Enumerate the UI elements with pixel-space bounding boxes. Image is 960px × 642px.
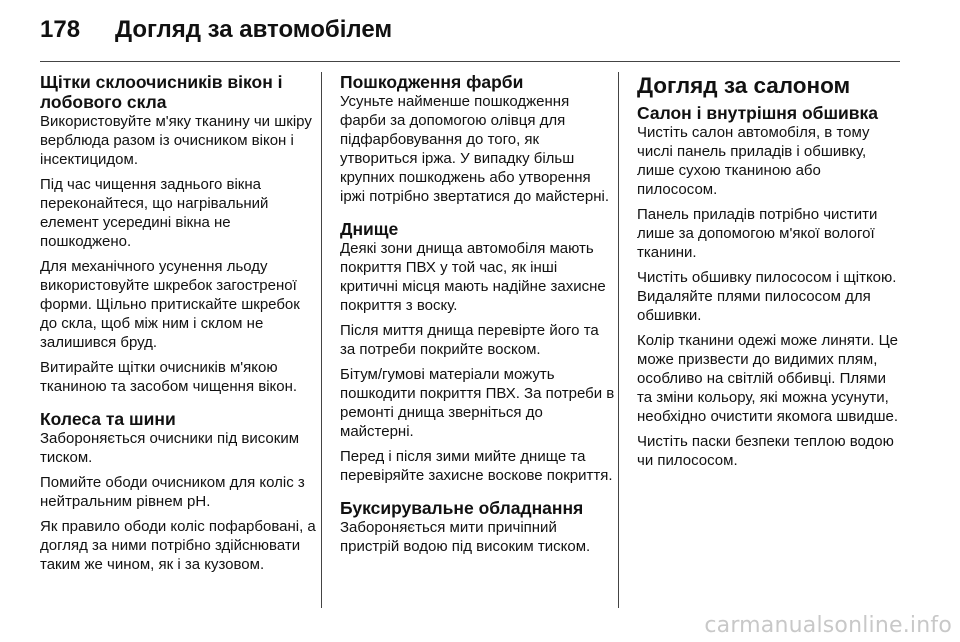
section-heading: Буксирувальне обладнання (340, 498, 584, 518)
paragraph: Колір тканини одежі може линяти. Це може призвести до видимих плям, особливо на світлій оббивці. Плями та зміни кольору, які можна усунути, необхідно очистити якомога швидше. (637, 332, 899, 425)
section-heading: Колеса та шини (40, 409, 176, 429)
section-wipers (40, 72, 316, 396)
paragraph: Забороняється мити причіпний пристрій водою під високим тиском. (340, 519, 591, 555)
section-wheels-tires (40, 409, 316, 574)
paragraph: Витирайте щітки очисників м'якою тканиною та засобом чищення вікон. (40, 359, 298, 395)
paragraph: Як правило ободи коліс пофарбовані, а догляд за ними потрібно здійснювати таким же чином, як і за кузовом. (40, 518, 316, 573)
paragraph: Помийте ободи очисником для коліс з нейтральним рівнем pH. (40, 474, 305, 510)
page-title: Догляд за автомобілем (115, 16, 393, 43)
paragraph: Чистіть обшивку пилососом і щіткою. Видаляйте плями пилососом для обшивки. (637, 269, 897, 324)
paragraph: Під час чищення заднього вікна переконайтеся, що нагрівальний елемент усередині вікна не пошкоджено. (40, 176, 269, 250)
page-number: 178 (40, 16, 81, 43)
paragraph: Перед і після зими мийте днище та перевіряйте захисне воскове покриття. (340, 448, 613, 484)
header-rule (40, 61, 900, 62)
paragraph: Бітум/гумові матеріали можуть пошкодити покриття ПВХ. За потреби в ремонті днища зверніться до майстерні. (340, 366, 615, 440)
paragraph: Для механічного усунення льоду використовуйте шкребок загостреної форми. Щільно притискайте шкребок до скла, щоб між ним і склом не залишився бруд. (40, 258, 300, 351)
paragraph: Чистіть салон автомобіля, в тому числі панель приладів і обшивку, лише сухою тканиною або пилососом. (637, 124, 870, 198)
watermark: carmanualsonline.info (704, 613, 952, 638)
column-2 (340, 72, 616, 562)
paragraph: Забороняється очисники під високим тиском. (40, 430, 300, 466)
section-towing-equipment (340, 498, 616, 556)
page-header (40, 16, 392, 48)
paragraph: Деякі зони днища автомобіля мають покриття ПВХ у той час, як інші критичні місця мають надійне захисне покриття з воску. (340, 240, 606, 314)
section-underbody (340, 219, 616, 485)
section-paint-damage (340, 72, 616, 206)
paragraph: Після миття днища перевірте його та за потреби покрийте воском. (340, 322, 599, 358)
paragraph: Чистіть паски безпеки теплою водою чи пилососом. (637, 433, 894, 469)
column-3 (637, 72, 903, 476)
column-1 (40, 72, 316, 580)
section-heading: Пошкодження фарби (340, 72, 524, 92)
chapter-title: Догляд за салоном (637, 73, 851, 98)
paragraph: Усуньте найменше пошкодження фарби за допомогою олівця для підфарбовування до того, як утвориться іржа. У випадку більш крупних пошкоджень або утворення іржі потрібно звертатися до майстерні. (340, 93, 610, 205)
paragraph: Використовуйте м'яку тканину чи шкіру верблюда разом із очисником вікон і інсектицидом. (40, 113, 312, 168)
paragraph: Панель приладів потрібно чистити лише за допомогою м'якої вологої тканини. (637, 206, 878, 261)
section-heading: Щітки склоочисників вікон і лобового скла (40, 72, 283, 112)
column-divider-2 (618, 72, 619, 608)
section-heading: Днище (340, 219, 399, 239)
section-heading: Салон і внутрішня обшивка (637, 103, 879, 123)
column-divider-1 (321, 72, 322, 608)
section-interior-upholstery (637, 103, 903, 470)
